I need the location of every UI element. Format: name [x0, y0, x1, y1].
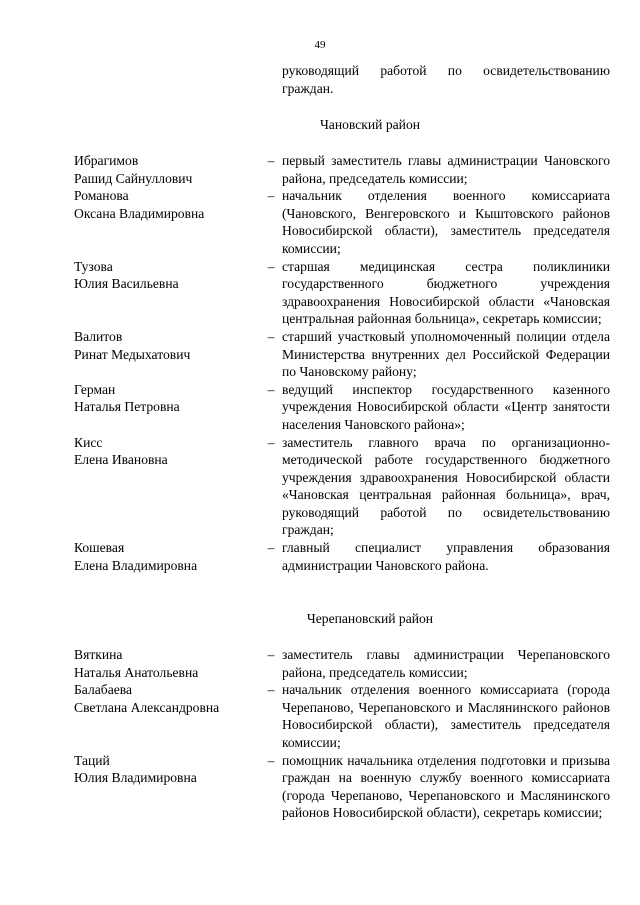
member-role: главный специалист управления образования администрации Чановского района.	[282, 540, 610, 573]
dash-separator: –	[267, 647, 275, 662]
dash-separator: –	[267, 328, 275, 344]
member-row	[74, 187, 610, 257]
dash-separator: –	[267, 752, 275, 768]
member-role: ведущий инспектор государственного казенного учреждения Новосибирской области «Центр занятости населения Чановского района»;	[282, 381, 610, 432]
dash-separator: –	[267, 540, 275, 556]
section-cherepanovsky	[74, 610, 610, 628]
section-chanovsky	[74, 116, 610, 134]
member-role: старшая медицинская сестра поликлиники государственного бюджетного учреждения здравоохранения Новосибирской области «Чановская центральная районная больница», секретарь комиссии;	[282, 258, 610, 327]
members-list-chanovsky	[74, 152, 610, 574]
member-name: Таций Юлия Владимировна	[74, 752, 197, 786]
member-name: Кошевая Елена Владимировна	[74, 540, 198, 573]
member-role: начальник отделения военного комиссариата (города Черепаново, Черепановского и Маслянинского районов Новосибирской области), заместитель председателя комиссии;	[282, 682, 610, 750]
member-row	[74, 646, 610, 681]
member-row	[74, 752, 610, 822]
member-role: заместитель главы администрации Черепановского района, председатель комиссии;	[282, 647, 610, 680]
continued-text: руководящий работой по освидетельствованию граждан.	[282, 63, 610, 96]
members-list-cherepanovsky	[74, 646, 610, 822]
member-row	[74, 328, 610, 381]
dash-separator: –	[267, 188, 275, 204]
section-heading: Черепановский район	[306, 611, 434, 626]
member-name: Вяткина Наталья Анатольевна	[74, 647, 199, 680]
dash-separator: –	[267, 153, 275, 168]
section-heading: Чановский район	[319, 117, 421, 132]
member-role: старший участковый уполномоченный полиции отдела Министерства внутренних дел Российской Федерации по Чановскому району;	[282, 328, 610, 380]
member-row	[74, 681, 610, 751]
page-number: 49	[314, 39, 326, 51]
member-name: Герман Наталья Петровна	[74, 381, 180, 415]
member-role: первый заместитель главы администрации Чановского района, председатель комиссии;	[282, 153, 610, 186]
member-name: Балабаева Светлана Александровна	[74, 682, 220, 715]
member-role: помощник начальника отделения подготовки и призыва граждан на военную службу военного комиссариата (города Черепаново, Черепановского и Маслянинского районов Новосибирской области), секретарь комиссии;	[282, 752, 610, 821]
dash-separator: –	[267, 682, 275, 698]
member-row	[74, 381, 610, 434]
member-role: заместитель главного врача по организационно-методической работе государственного бюджетного учреждения здравоохранения Новосибирской области «Чановская центральная районная больница», врач, руководящий работой по освидетельствованию граждан;	[282, 434, 610, 538]
member-name: Ибрагимов Рашид Сайнуллович	[74, 153, 193, 186]
dash-separator: –	[267, 434, 275, 450]
member-name: Валитов Ринат Медыхатович	[74, 328, 191, 362]
member-row	[74, 539, 610, 574]
member-row	[74, 258, 610, 328]
dash-separator: –	[267, 258, 275, 274]
dash-separator: –	[267, 381, 275, 397]
member-name: Кисс Елена Ивановна	[74, 434, 168, 468]
member-name: Тузова Юлия Васильевна	[74, 258, 179, 292]
member-row	[74, 434, 610, 540]
member-row	[74, 152, 610, 187]
member-name: Романова Оксана Владимировна	[74, 188, 205, 221]
member-role: начальник отделения военного комиссариата (Чановского, Венгеровского и Кыштовского районов Новосибирской области), заместитель председателя комиссии;	[282, 188, 610, 256]
